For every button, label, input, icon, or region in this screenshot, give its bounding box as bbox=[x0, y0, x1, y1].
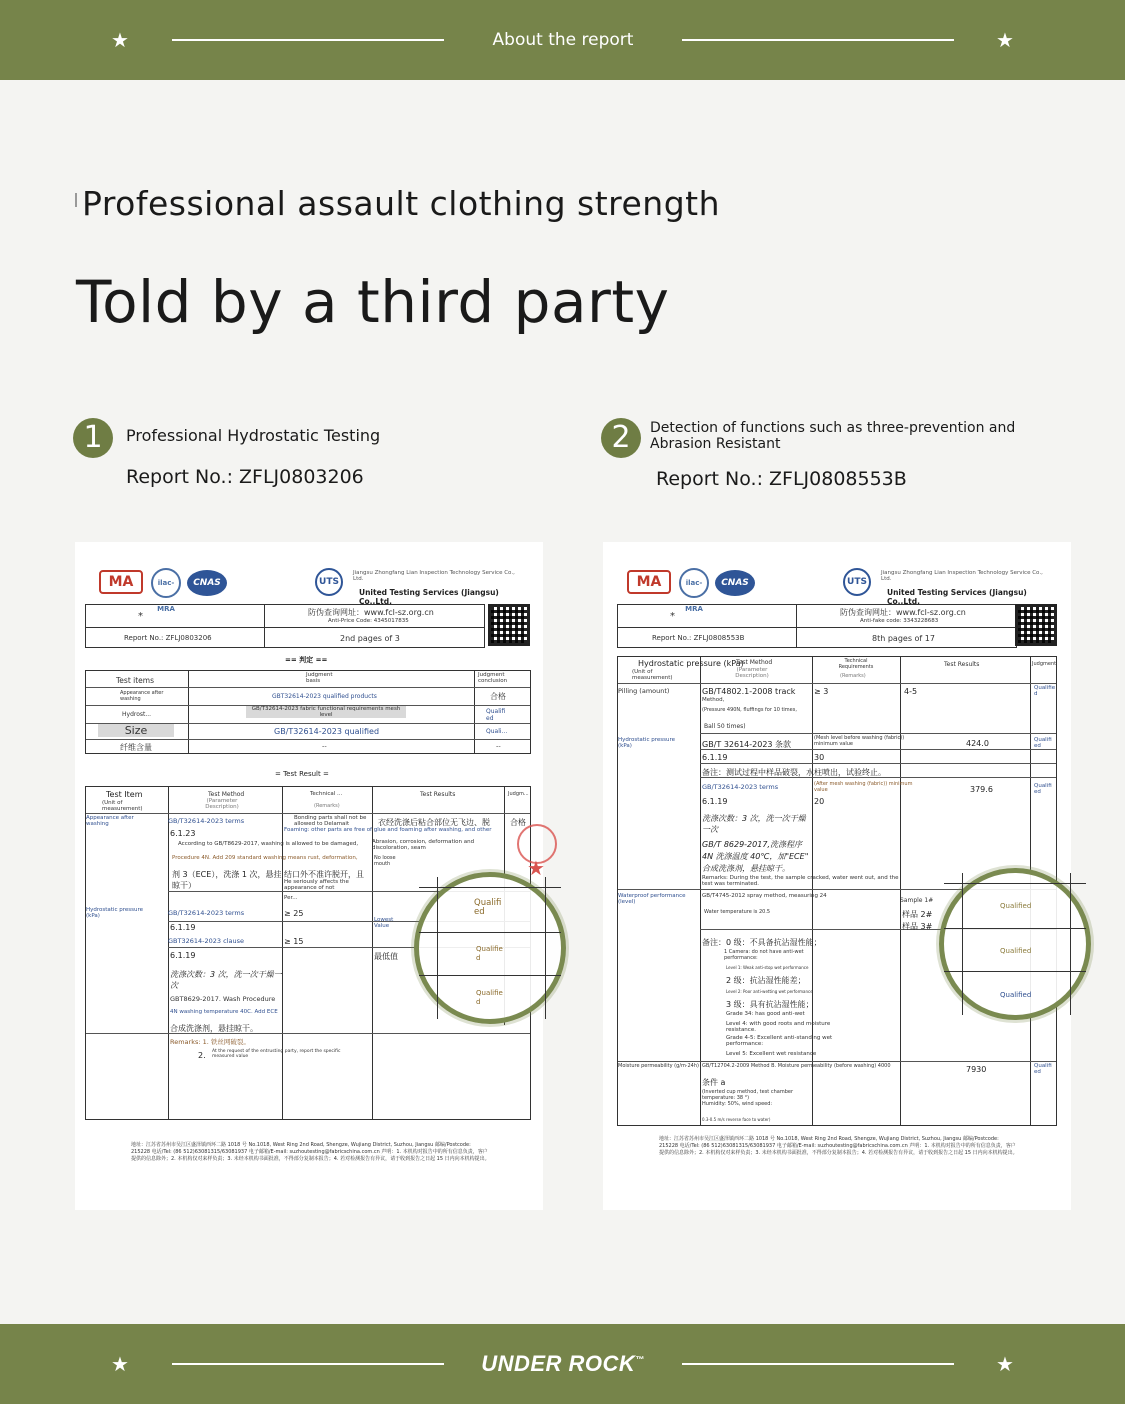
report-header-table bbox=[617, 604, 1017, 648]
star-icon: ★ bbox=[111, 1352, 129, 1376]
page-count: 8th pages of 17 bbox=[872, 634, 935, 643]
divider-line bbox=[682, 1363, 954, 1365]
judgment-table: Test items Judgment basis Judgment conclusion Appearance after washing GBT32614-2023 qualified products 合格 Hydrost... GB/T32614-2023 fabric functional requirements mesh level Qualifi ed Size GB/T32614-2023 qualified Quali... 纤维含量 -- -- bbox=[85, 670, 531, 754]
report-header-table bbox=[85, 604, 485, 648]
uts-logo: UTS bbox=[843, 568, 871, 596]
page-count: 2nd pages of 3 bbox=[340, 634, 400, 643]
cma-logo: MA bbox=[99, 570, 143, 594]
trademark: ™ bbox=[635, 1354, 645, 1365]
qr-code bbox=[488, 604, 530, 646]
test-result-table: Hydrostatic pressure (kPa) (Unit of measurement) Test Method (Parameter Description) Technical Requirements (Remarks) Test Results Judgment Pilling (amount) GB/T4802.1-2008 track Method, (Pressure 490N, fluffings for 10 times, Ball 50 times) ≥ 3 4-5 Qualifie d Hydrostatic pressure (kPa) GB/T 32614-2023 条款 6.1.19 (Mesh level before washing (fabric)) minimum value 30 424.0 Qualifi ed 备注：测试过程中样品破裂，水柱喷出，试验终止。 GB/T32614-2023 terms 6.1.19 (After mesh washing (fabric)) minimum value 20 379.6 Qualifi ed 洗涤次数：3 次，洗一次干燥一次 GB/T 8629-2017,洗涤程序 4N 洗涤温度 40℃，加"ECE" 合成洗涤剂，悬挂晾干。 Remarks: During the test, the sample cracked, water went out, and the test was terminated. Waterproof performance (level) GB/T4745-2012 spray method, measuring 24 Water temperature is 20.5 Sample 1# 样品 2# 样品 3# 备注：0 级：不具备抗沾湿性能； 1 Camera: do not have anti-wet performance: Level 1: Weak anti-stop wet performance 2 级：抗沾湿性能差； Level 2: Poor anti-wetting wet performance 3 级：具有抗沾湿性能； Grade 34: has good anti-wet Level 4: with good roots and moisture resistance. Grade 4-5: Excellent anti-standing wet performance: Level 5: Excellent wet resistance Moisture permeability (g/m·24h) GB/T12704.2-2009 Method B. Moisture permeability (before washing) 4000 7930 Qualifi ed 条件 a (Inverted cup method, test chamber temperature: 38 °) Humidity: 50%, wind speed: 0.3-0.5 m/s reverse face to water) bbox=[617, 656, 1057, 1126]
anti-code: Anti-fake code: 3343228683 bbox=[860, 618, 939, 624]
document-footer: 地址：江苏省苏州市吴江区盛泽镇西环二路 1018 号 No.1018, West Ring 2nd Road, Shengze, Wujiang District, Suzhou, Jiangsu 邮编/Postcode: 215228 电话/Tel: (86 512)63081315/63081937 电子邮箱/E-mail: suzhoutesting@fabricschina.com.cn 声明：1. 本机构对报告中的所有信息负责，客户提供的信息除外；2. 本机构仅对来样负责；3. 未经本机构书面批准，不得部分复制本报告；4. 若对检测报告有异议，请于收到报告之日起 15 日内向本机构提出。 bbox=[131, 1142, 490, 1162]
company-name-small: Jiangsu Zhongfang Lian Inspection Technology Service Co., Ltd. bbox=[353, 570, 515, 582]
report-document-1[interactable] bbox=[75, 542, 543, 1210]
header-title: About the report bbox=[492, 30, 634, 50]
company-name-small: Jiangsu Zhongfang Lian Inspection Technology Service Co., Ltd. bbox=[881, 570, 1043, 582]
stamp-star-icon: ★ bbox=[527, 856, 545, 880]
ilac-logo: ilac-MRA bbox=[151, 568, 181, 598]
intro-subtitle: Professional assault clothing strength bbox=[82, 184, 721, 223]
company-name: United Testing Services (Jiangsu) Co.,Ltd. bbox=[887, 588, 1027, 606]
divider-line bbox=[172, 1363, 444, 1365]
magnifier-zoom: Qualifi ed Qualifie d Qualifie d bbox=[414, 872, 566, 1024]
brand-logo bbox=[444, 1351, 682, 1377]
item-1-report-number: Report No.: ZFLJ0803206 bbox=[126, 466, 364, 488]
ilac-logo: ilac-MRA bbox=[679, 568, 709, 598]
brand-name: UNDER ROCK bbox=[481, 1351, 636, 1376]
magnifier-zoom: Qualified Qualified Qualified bbox=[939, 868, 1091, 1020]
uts-logo: UTS bbox=[315, 568, 343, 596]
company-name: United Testing Services (Jiangsu) Co.,Ltd. bbox=[359, 588, 499, 606]
number-badge-1: 1 bbox=[73, 418, 113, 458]
test-result-table: Test Item (Unit of measurement) Test Method (Parameter Description) Technical ... (Remarks) Test Results Judgm... Appearance after washing GB/T32614-2023 terms 6.1.23 According to GB/T8629-2017, washing is allowed to be damaged, Procedure 4N. Add 209 standard washing means rust, deformation, 剂 3（ECE），洗涤 1 次，悬挂晾干） Bonding parts shall not be allowed to Delamait Foaming: other parts are free of glue and foaming after washing, and other 结口外不准许脱开，且 He seriously affects the appearance of not Per... 衣经洗涤后粘合部位无飞边、脱 Abrasion, corrosion, deformation and discoloration, seam No loose mouth 合格 Hydrostatic pressure (kPa) GB/T32614-2023 terms 6.1.19 ≥ 25 Lowest Value GBT32614-2023 clause 6.1.19 ≥ 15 最低值 洗涤次数：3 次，洗一次干燥一次 GBT8629-2017. Wash Procedure 4N washing temperature 40C. Add ECE 合成洗涤剂，悬挂晾干。 Remarks: 1. 铁丝网破裂。 2. At the request of the entrusting party, report the specific measured value bbox=[85, 786, 531, 1120]
item-2-title-line1: Detection of functions such as three-prevention and bbox=[650, 420, 1016, 436]
item-2-title-line2: Abrasion Resistant bbox=[650, 436, 781, 452]
report-document-2[interactable] bbox=[603, 542, 1071, 1210]
star-icon: ★ bbox=[111, 28, 129, 52]
cnas-logo: CNAS bbox=[715, 570, 755, 596]
anti-code: Anti-Price Code: 4345017835 bbox=[328, 618, 409, 624]
report-number: Report No.: ZFLJ0808553B bbox=[652, 634, 745, 642]
star-icon: ★ bbox=[996, 28, 1014, 52]
star-mark: * bbox=[670, 611, 675, 622]
number-badge-2: 2 bbox=[601, 418, 641, 458]
verify-site: 防伪查询网址：www.fcl-sz.org.cn bbox=[840, 608, 966, 617]
star-mark: * bbox=[138, 611, 143, 622]
intro-headline: Told by a third party bbox=[76, 268, 670, 336]
document-footer: 地址：江苏省苏州市吴江区盛泽镇西环二路 1018 号 No.1018, West Ring 2nd Road, Shengze, Wujiang District, Suzhou, Jiangsu 邮编/Postcode: 215228 电话/Tel: (86 512)63081315/63081937 电子邮箱/E-mail: suzhoutesting@fabricschina.com.cn 声明：1. 本机构对报告中的所有信息负责，客户提供的信息除外；2. 本机构仅对来样负责；3. 未经本机构书面批准，不得部分复制本报告；4. 若对检测报告有异议，请于收到报告之日起 15 日内向本机构提出。 bbox=[659, 1136, 1018, 1156]
divider-line bbox=[172, 39, 444, 41]
item-2-report-number: Report No.: ZFLJ0808553B bbox=[656, 468, 907, 490]
qr-code bbox=[1015, 604, 1057, 646]
verify-site: 防伪查询网址：www.fcl-sz.org.cn bbox=[308, 608, 434, 617]
report-number: Report No.: ZFLJ0803206 bbox=[124, 634, 212, 642]
star-icon: ★ bbox=[996, 1352, 1014, 1376]
header-band bbox=[0, 0, 1125, 80]
cma-logo: MA bbox=[627, 570, 671, 594]
result-title: = Test Result = bbox=[275, 770, 329, 778]
judgment-title: == 判定 == bbox=[285, 656, 328, 664]
cnas-logo: CNAS bbox=[187, 570, 227, 596]
footer-band bbox=[0, 1324, 1125, 1404]
item-1-title: Professional Hydrostatic Testing bbox=[126, 426, 381, 445]
divider-line bbox=[682, 39, 954, 41]
accent-bar bbox=[75, 193, 77, 207]
